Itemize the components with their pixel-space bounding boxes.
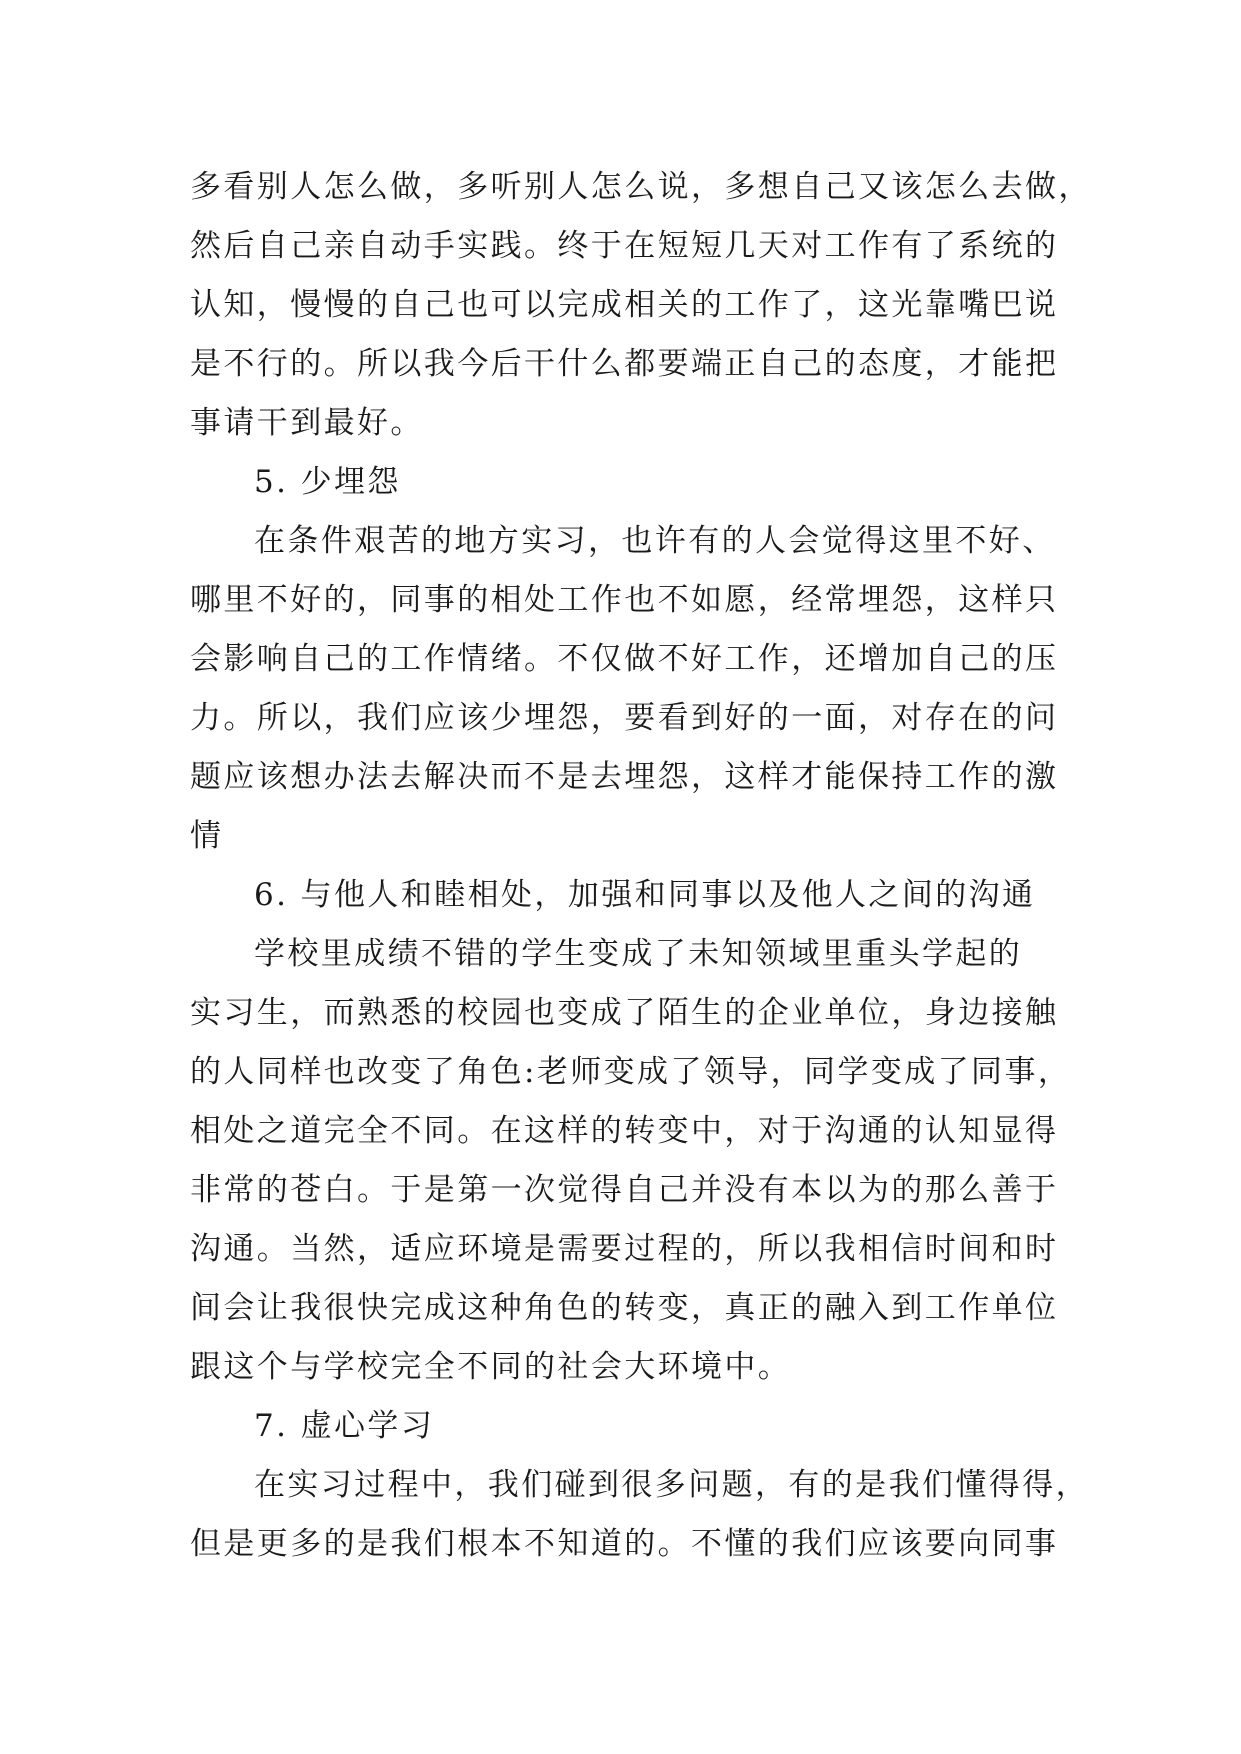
paragraph-line: 认知，慢慢的自己也可以完成相关的工作了，这光靠嘴巴说 xyxy=(190,287,1059,323)
section-heading: 6. 与他人和睦相处，加强和同事以及他人之间的沟通 xyxy=(254,877,1036,913)
paragraph-line: 然后自己亲自动手实践。终于在短短几天对工作有了系统的 xyxy=(190,228,1059,264)
paragraph-line: 的人同样也改变了角色:老师变成了领导，同学变成了同事， xyxy=(190,1054,1072,1090)
paragraph-line: 跟这个与学校完全不同的社会大环境中。 xyxy=(190,1349,792,1385)
paragraph-line: 题应该想办法去解决而不是去埋怨，这样才能保持工作的激 xyxy=(190,759,1059,795)
paragraph-line: 情 xyxy=(190,818,224,854)
paragraph-line: 但是更多的是我们根本不知道的。不懂的我们应该要向同事 xyxy=(190,1526,1059,1562)
paragraph-line: 间会让我很快完成这种角色的转变，真正的融入到工作单位 xyxy=(190,1290,1059,1326)
paragraph-line: 事请干到最好。 xyxy=(190,405,424,441)
section-heading: 7. 虚心学习 xyxy=(254,1408,435,1444)
paragraph-line: 是不行的。所以我今后干什么都要端正自己的态度，才能把 xyxy=(190,346,1059,382)
paragraph-line: 哪里不好的，同事的相处工作也不如愿，经常埋怨，这样只 xyxy=(190,582,1059,618)
paragraph-line: 沟通。当然，适应环境是需要过程的，所以我相信时间和时 xyxy=(190,1231,1059,1267)
paragraph-line: 在实习过程中，我们碰到很多问题，有的是我们懂得得， xyxy=(254,1467,1089,1503)
body-text xyxy=(190,158,1092,1574)
paragraph-line: 非常的苍白。于是第一次觉得自己并没有本以为的那么善于 xyxy=(190,1172,1059,1208)
paragraph-line: 在条件艰苦的地方实习，也许有的人会觉得这里不好、 xyxy=(254,523,1056,559)
paragraph-line: 会影响自己的工作情绪。不仅做不好工作，还增加自己的压 xyxy=(190,641,1059,677)
paragraph-line: 力。所以，我们应该少埋怨，要看到好的一面，对存在的问 xyxy=(190,700,1059,736)
section-heading: 5. 少埋怨 xyxy=(254,464,401,500)
paragraph-line: 实习生，而熟悉的校园也变成了陌生的企业单位，身边接触 xyxy=(190,995,1059,1031)
paragraph-line: 相处之道完全不同。在这样的转变中，对于沟通的认知显得 xyxy=(190,1113,1059,1149)
paragraph-line: 学校里成绩不错的学生变成了未知领域里重头学起的 xyxy=(254,936,1023,972)
paragraph-line: 多看别人怎么做，多听别人怎么说，多想自己又该怎么去做， xyxy=(190,169,1092,205)
